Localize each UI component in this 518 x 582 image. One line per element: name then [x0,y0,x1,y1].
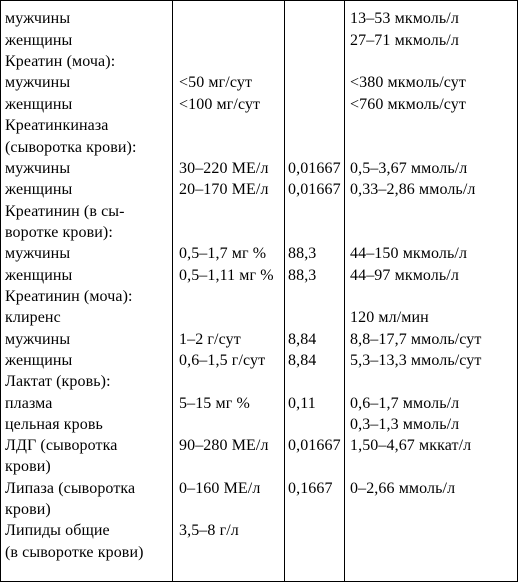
table-row [1,456,517,477]
table-row [1,265,517,286]
analyte-cell: мужчины [5,160,71,177]
analyte-cell: крови) [5,501,51,518]
conventional-units-cell: 90–280 МЕ/л [179,437,269,454]
table-row [1,30,517,51]
analyte-cell: женщины [5,96,73,113]
si-units-cell: 13–53 мкмоль/л [350,10,459,27]
si-units-cell: 1,50–4,67 мккат/л [350,437,472,454]
analyte-cell: плазма [5,395,53,412]
conversion-factor-cell: 88,3 [288,245,317,262]
conversion-factor-cell: 0,01667 [288,181,341,198]
table-row [1,201,517,222]
analyte-cell: женщины [5,267,73,284]
si-units-cell: 120 мл/мин [350,309,429,326]
analyte-cell: (в сыворотке крови) [5,544,144,561]
conventional-units-cell: <100 мг/сут [179,96,261,113]
table-row [1,414,517,435]
analyte-cell: мужчины [5,245,71,262]
analyte-cell: Липиды общие [5,522,110,539]
si-units-cell: 44–97 мкмоль/л [350,267,459,284]
table-row [1,542,517,563]
table-row [1,329,517,350]
analyte-cell: Липаза (сыворотка [5,480,136,497]
conventional-units-cell: 0–160 МЕ/л [179,480,261,497]
analyte-cell: женщины [5,352,73,369]
table-row [1,51,517,72]
table-row [1,94,517,115]
conventional-units-cell: <50 мг/сут [179,74,253,91]
conventional-units-cell: 3,5–8 г/л [179,522,239,539]
table-row [1,158,517,179]
conversion-factor-cell: 88,3 [288,267,317,284]
si-units-cell: 27–71 мкмоль/л [350,32,459,49]
table-row [1,435,517,456]
si-units-cell: 0,3–1,3 ммоль/л [350,416,460,433]
table-row [1,350,517,371]
table-row [1,137,517,158]
si-units-cell: 0,6–1,7 ммоль/л [350,395,460,412]
conversion-factor-cell: 0,01667 [288,437,341,454]
si-units-cell: 5,3–13,3 ммоль/сут [350,352,482,369]
conversion-factor-cell: 0,1667 [288,480,333,497]
analyte-cell: воротке крови): [5,224,113,241]
analyte-cell: Креатинин (в сы- [5,203,125,220]
analyte-cell: мужчины [5,331,71,348]
analyte-cell: клиренс [5,309,61,326]
analyte-cell: Креатинкиназа [5,117,109,134]
table-row [1,520,517,541]
analyte-cell: Креатинин (моча): [5,288,133,305]
conventional-units-cell: 30–220 МЕ/л [179,160,269,177]
table-row [1,222,517,243]
si-units-cell: <760 мкмоль/сут [350,96,466,113]
analyte-cell: Креатин (моча): [5,53,116,70]
table-row [1,499,517,520]
conventional-units-cell: 5–15 мг % [179,395,250,412]
conventional-units-cell: 0,5–1,7 мг % [179,245,267,262]
table-row [1,179,517,200]
si-units-cell: <380 мкмоль/сут [350,74,466,91]
table-row [1,393,517,414]
table-row [1,307,517,328]
table-row [1,115,517,136]
analyte-cell: цельная кровь [5,416,103,433]
analyte-cell: (сыворотка крови): [5,139,137,156]
conventional-units-cell: 20–170 МЕ/л [179,181,269,198]
conventional-units-cell: 0,6–1,5 г/сут [179,352,266,369]
si-units-cell: 0,33–2,86 ммоль/л [350,181,476,198]
table-row [1,371,517,392]
si-units-cell: 44–150 мкмоль/л [350,245,468,262]
conversion-factor-cell: 0,11 [288,395,316,412]
table-row [1,8,517,29]
si-units-cell: 0–2,66 ммоль/л [350,480,456,497]
conventional-units-cell: 0,5–1,11 мг % [179,267,274,284]
table-row [1,478,517,499]
conventional-units-cell: 1–2 г/сут [179,331,241,348]
analyte-cell: женщины [5,181,73,198]
analyte-cell: ЛДГ (сыворотка [5,437,118,454]
table-row [1,243,517,264]
si-units-cell: 0,5–3,67 ммоль/л [350,160,468,177]
analyte-cell: крови) [5,458,51,475]
analyte-cell: Лактат (кровь): [5,373,111,390]
si-units-cell: 8,8–17,7 ммоль/сут [350,331,482,348]
table-row [1,286,517,307]
analyte-cell: мужчины [5,74,71,91]
conversion-factor-cell: 8,84 [288,352,317,369]
analyte-cell: мужчины [5,10,71,27]
analyte-cell: женщины [5,32,73,49]
conversion-factor-cell: 0,01667 [288,160,341,177]
conversion-factor-cell: 8,84 [288,331,317,348]
table-row [1,72,517,93]
